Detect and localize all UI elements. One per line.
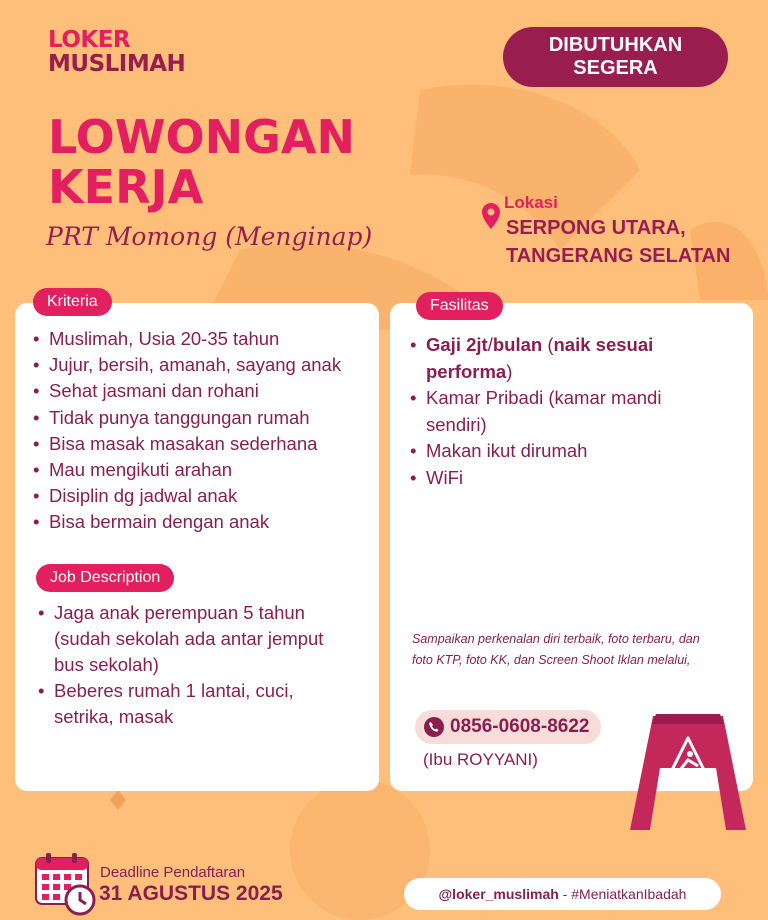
salary-amount: Gaji 2jt — [426, 334, 488, 355]
salary-open: ( — [542, 334, 554, 355]
phone-number: 0856-0608-8622 — [450, 716, 590, 737]
page-title — [48, 112, 355, 212]
location-line2: TANGERANG SELATAN — [506, 245, 731, 267]
list-item: • Sehat jasmani dan rohani — [33, 378, 373, 404]
title-line2: KERJA — [48, 160, 204, 214]
title-line1: LOWONGAN — [48, 110, 355, 164]
list-item: • Jujur, bersih, amanah, sayang anak — [33, 352, 373, 378]
location-label: Lokasi — [504, 193, 558, 212]
apply-instructions: Sampaikan perkenalan diri terbaik, foto terbaru, dan foto KTP, foto KK, dan Screen Shoot Iklan melalui, — [412, 632, 700, 667]
list-item — [410, 332, 700, 385]
whatsapp-icon — [423, 716, 445, 738]
social-hashtag: #MeniatkanIbadah — [571, 886, 687, 902]
criteria-list — [33, 326, 373, 536]
location-value — [506, 214, 730, 270]
list-item: • Muslimah, Usia 20-35 tahun — [33, 326, 373, 352]
deadline-date: 31 AGUSTUS 2025 — [99, 882, 283, 905]
list-item: • Tidak punya tanggungan rumah — [33, 405, 373, 431]
social-handle: @loker_muslimah — [438, 886, 559, 902]
brand-line2: MUSLIMAH — [48, 51, 186, 77]
whatsapp-contact[interactable] — [415, 710, 601, 744]
social-separator: - — [558, 886, 572, 902]
list-item: • Bisa masak masakan sederhana — [33, 431, 373, 457]
caution-sign-icon — [628, 708, 748, 833]
list-item: • Bisa bermain dengan anak — [33, 509, 373, 535]
job-description-list — [38, 600, 353, 730]
location-pin-icon — [482, 203, 500, 229]
badge-line2: SEGERA — [573, 57, 658, 79]
list-item: • Beberes rumah 1 lantai, cuci, setrika, masak — [38, 678, 353, 730]
salary-separator: / — [487, 334, 493, 355]
facilities-list — [410, 332, 700, 491]
brand-logo — [48, 28, 185, 76]
criteria-heading: Kriteria — [33, 288, 112, 316]
brand-line1: LOKER — [48, 27, 131, 53]
salary-unit: bulan — [492, 334, 543, 355]
social-footer[interactable] — [404, 878, 721, 910]
list-item: • Makan ikut dirumah — [410, 438, 700, 465]
badge-line1: DIBUTUHKAN — [548, 34, 683, 56]
list-item: • WiFi — [410, 465, 700, 492]
contact-name: (Ibu ROYYANI) — [423, 750, 538, 769]
location-line1: SERPONG UTARA, — [506, 217, 686, 239]
list-item: • Disiplin dg jadwal anak — [33, 483, 373, 509]
salary-note: naik sesuai performa — [426, 334, 654, 382]
list-item: • Kamar Pribadi (kamar mandi sendiri) — [410, 385, 700, 438]
position-title: PRT Momong (Menginap) — [46, 222, 373, 251]
list-item: • Jaga anak perempuan 5 tahun (sudah sekolah ada antar jemput bus sekolah) — [38, 600, 353, 678]
salary-close: ) — [506, 360, 513, 382]
job-description-heading: Job Description — [36, 564, 174, 592]
deadline-label: Deadline Pendaftaran — [100, 864, 246, 881]
urgent-badge — [503, 27, 728, 87]
list-item: • Mau mengikuti arahan — [33, 457, 373, 483]
calendar-clock-icon — [34, 852, 98, 916]
facilities-heading: Fasilitas — [416, 292, 503, 320]
